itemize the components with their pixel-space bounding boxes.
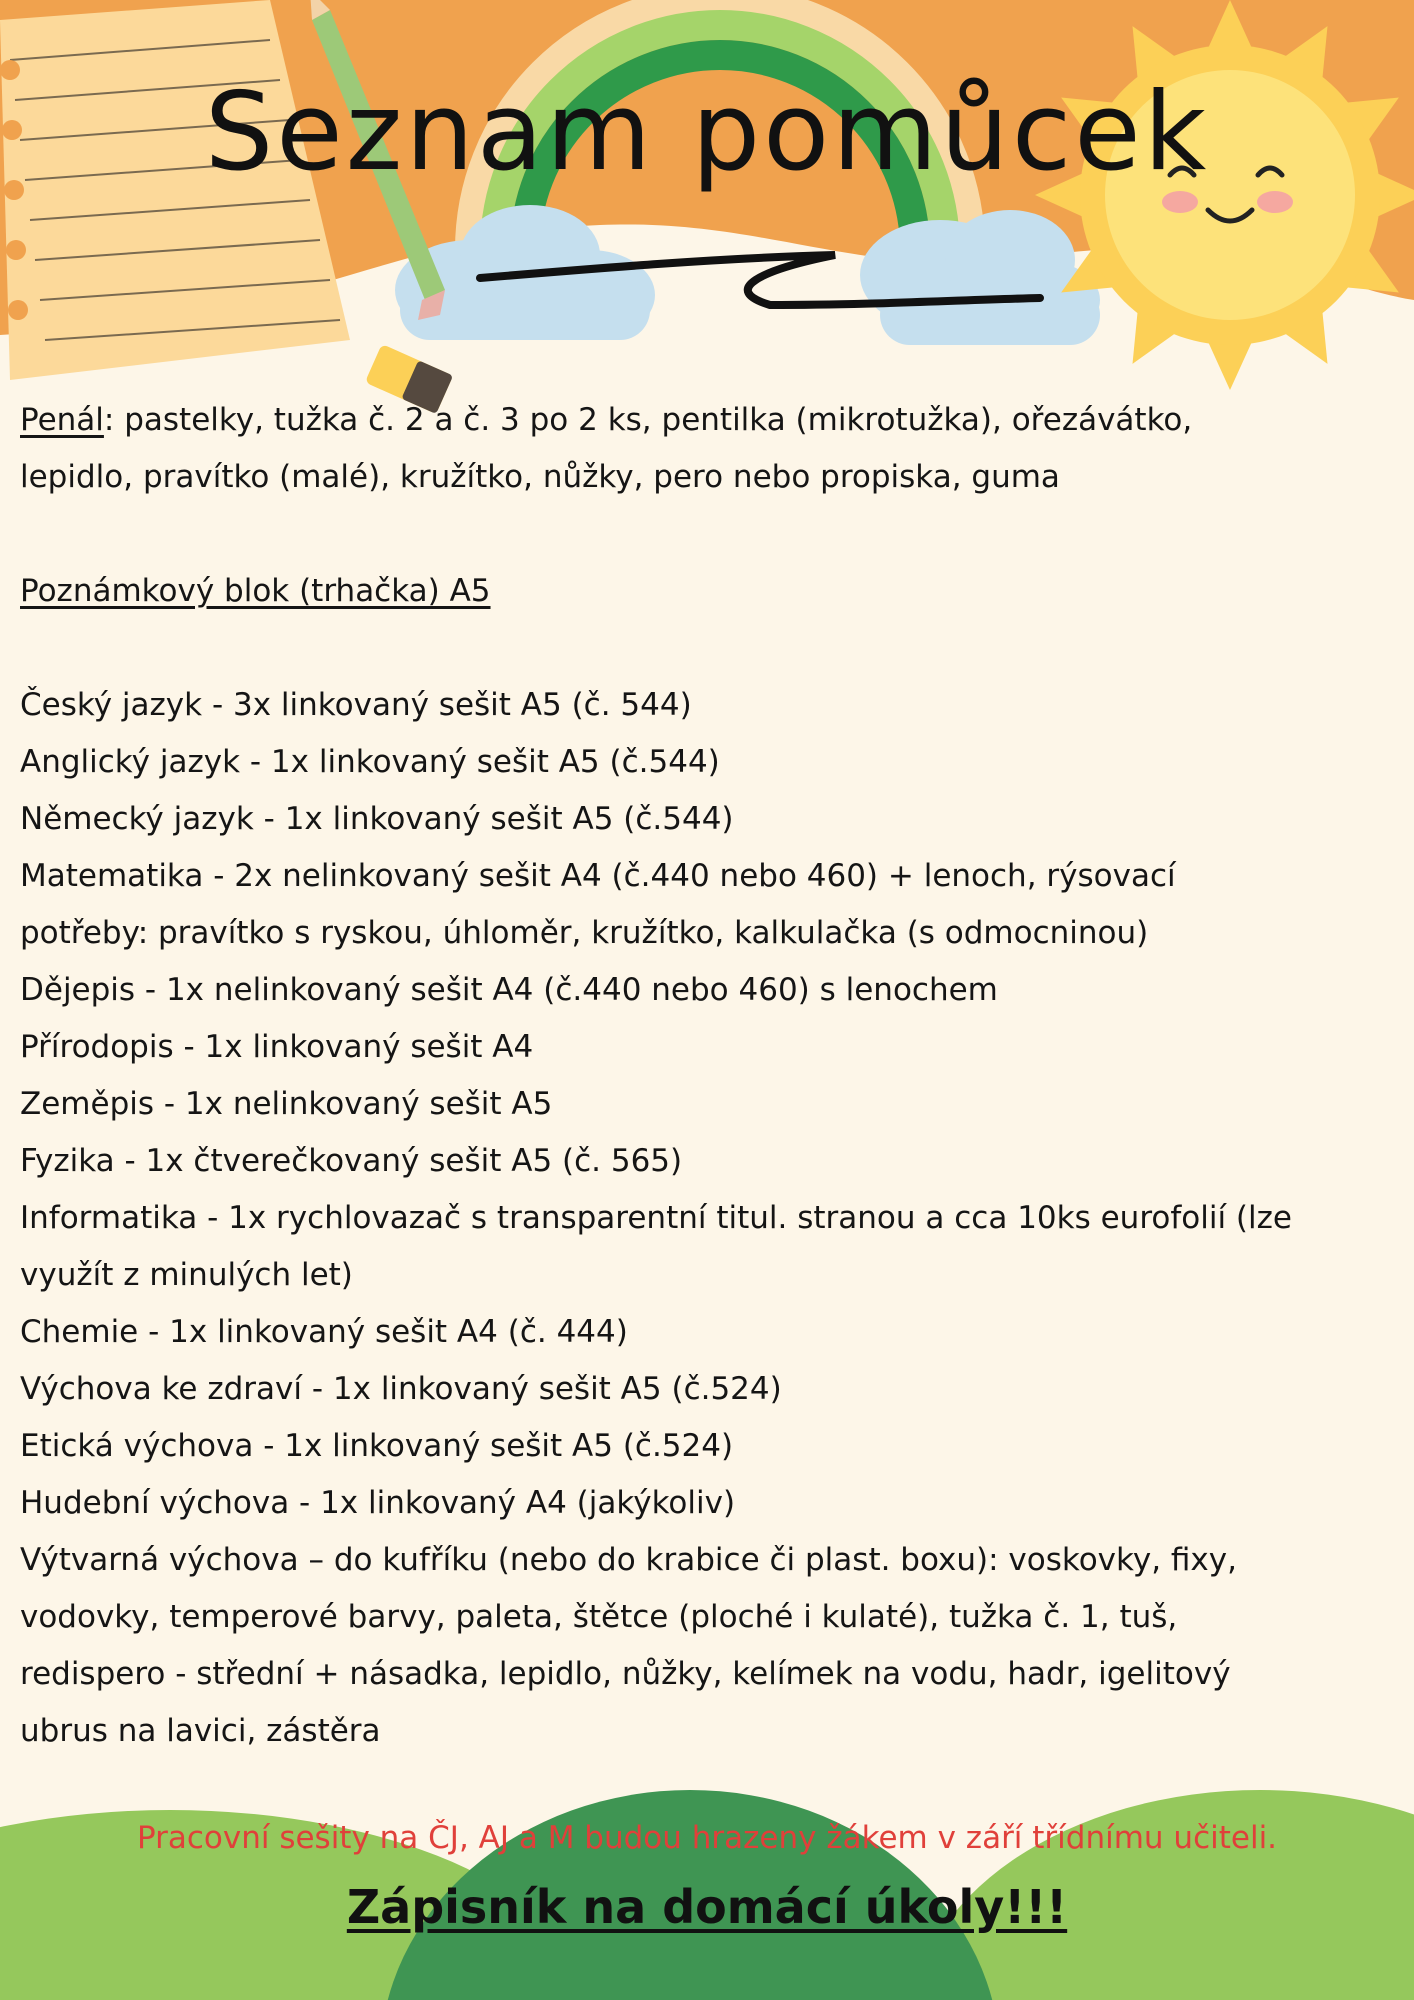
page-title: Seznam pomůcek bbox=[204, 70, 1210, 195]
subject-line: Anglický jazyk - 1x linkovaný sešit A5 (č.544) bbox=[20, 744, 720, 780]
subject-line: vodovky, temperové barvy, paleta, štětce (ploché i kulaté), tužka č. 1, tuš, bbox=[20, 1599, 1178, 1635]
subject-line: Chemie - 1x linkovaný sešit A4 (č. 444) bbox=[20, 1314, 628, 1350]
homework-diary-note: Zápisník na domácí úkoly!!! bbox=[346, 1880, 1068, 1934]
subject-line: Výtvarná výchova – do kufříku (nebo do krabice či plast. boxu): voskovky, fixy, bbox=[20, 1542, 1237, 1578]
subject-line: Přírodopis - 1x linkovaný sešit A4 bbox=[20, 1029, 534, 1065]
subject-line: potřeby: pravítko s ryskou, úhloměr, kružítko, kalkulačka (s odmocninou) bbox=[20, 915, 1149, 951]
penal-label: Penál bbox=[20, 402, 104, 438]
subject-line: Hudební výchova - 1x linkovaný A4 (jakýkoliv) bbox=[20, 1485, 736, 1521]
workbook-notice: Pracovní sešity na ČJ, AJ a M budou hrazeny žákem v září třídnímu učiteli. bbox=[136, 1820, 1278, 1856]
subject-line: Zeměpis - 1x nelinkovaný sešit A5 bbox=[20, 1086, 553, 1122]
penal-line bbox=[20, 392, 1400, 449]
subject-line: Etická výchova - 1x linkovaný sešit A5 (č.524) bbox=[20, 1428, 734, 1464]
subject-line: ubrus na lavici, zástěra bbox=[20, 1713, 381, 1749]
subject-line: Fyzika - 1x čtverečkovaný sešit A5 (č. 565) bbox=[20, 1143, 683, 1179]
supply-list bbox=[20, 392, 1400, 1760]
subject-line: Německý jazyk - 1x linkovaný sešit A5 (č.544) bbox=[20, 801, 734, 837]
subject-line: Matematika - 2x nelinkovaný sešit A4 (č.440 nebo 460) + lenoch, rýsovací bbox=[20, 858, 1176, 894]
subject-line: Informatika - 1x rychlovazač s transparentní titul. stranou a cca 10ks eurofolií (lze bbox=[20, 1200, 1292, 1236]
subject-line: Výchova ke zdraví - 1x linkovaný sešit A5 (č.524) bbox=[20, 1371, 782, 1407]
subject-line: Český jazyk - 3x linkovaný sešit A5 (č. 544) bbox=[20, 687, 692, 723]
subject-line: Dějepis - 1x nelinkovaný sešit A4 (č.440 nebo 460) s lenochem bbox=[20, 972, 998, 1008]
penal-items-line1: : pastelky, tužka č. 2 a č. 3 po 2 ks, pentilka (mikrotužka), ořezávátko, bbox=[103, 402, 1193, 438]
subject-line: redispero - střední + násadka, lepidlo, nůžky, kelímek na vodu, hadr, igelitový bbox=[20, 1656, 1231, 1692]
subject-line: využít z minulých let) bbox=[20, 1257, 353, 1293]
penal-items-line2: lepidlo, pravítko (malé), kružítko, nůžky, pero nebo propiska, guma bbox=[20, 459, 1060, 495]
notebook-line: Poznámkový blok (trhačka) A5 bbox=[20, 573, 491, 609]
